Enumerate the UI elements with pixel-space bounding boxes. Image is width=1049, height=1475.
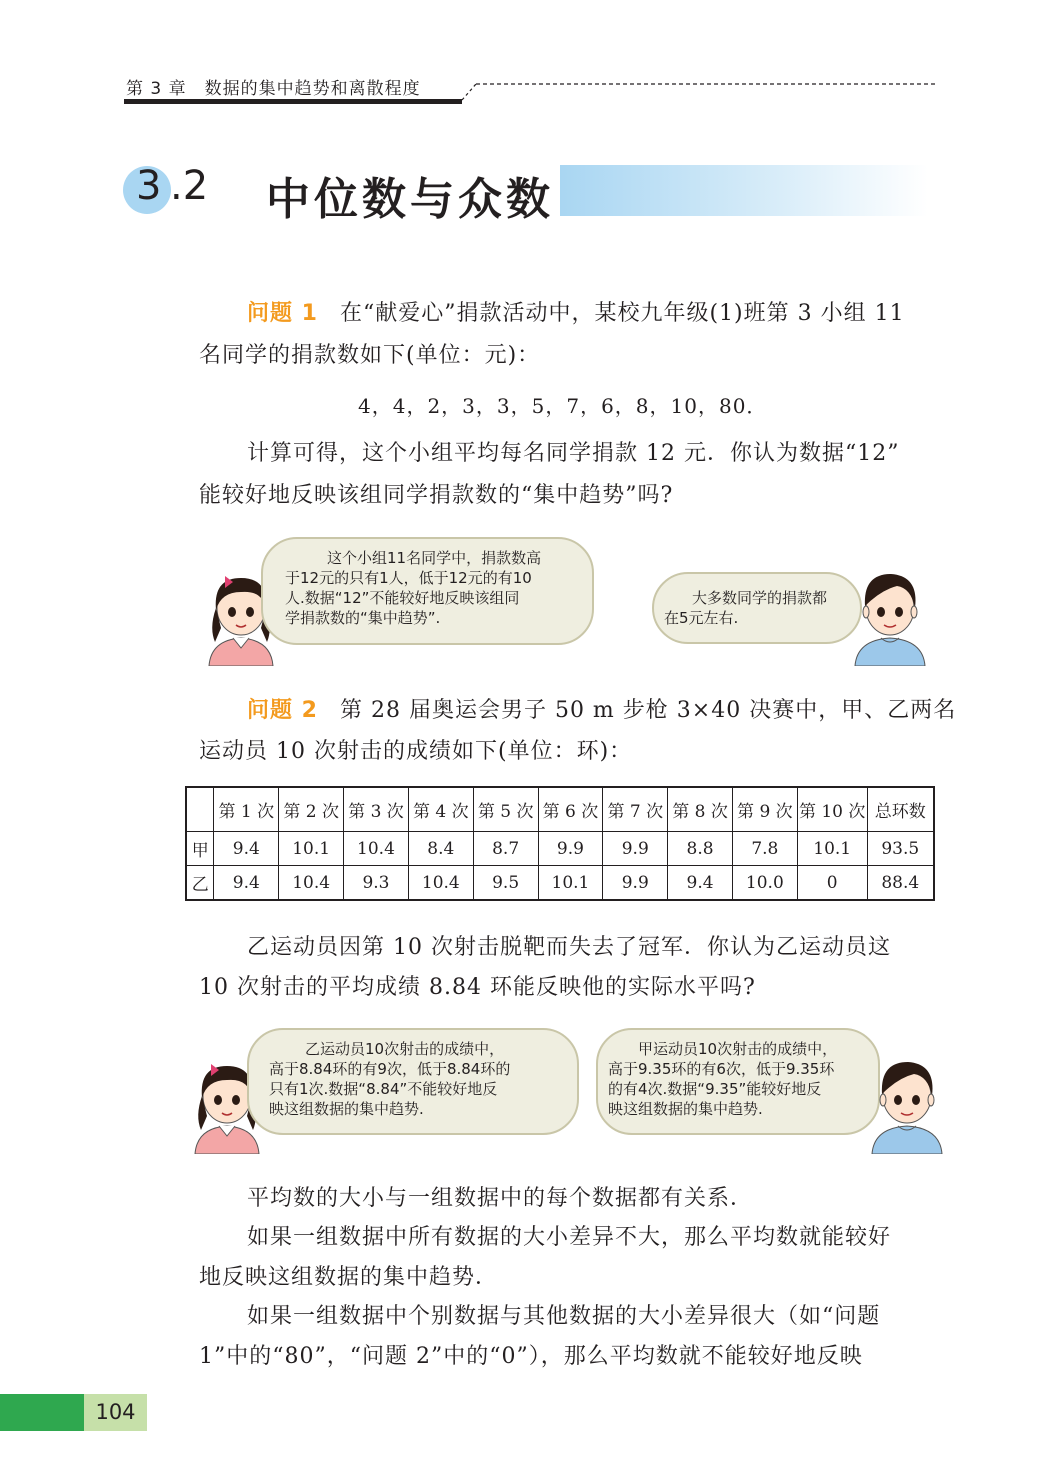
problem2-line1: 问题 2 第 28 届奥运会男子 50 m 步枪 3×40 决赛中，甲、乙两名 [247,698,957,723]
boy-illustration [851,568,929,666]
problem1-question-line1: 计算可得，这个小组平均每名同学捐款 12 元．你认为数据“12” [247,441,900,466]
chapter-header: 第 3 章 数据的集中趋势和离散程度 [126,79,421,99]
table-row-yi: 乙 9.4 10.4 9.3 10.4 9.5 10.1 9.9 9.4 10.0 0 88.4 [186,866,934,901]
section-title: 中位数与众数 [266,174,554,225]
conclusion-line5: 1”中的“80”，“问题 2”中的“0”），那么平均数就不能较好地反映 [199,1344,863,1369]
table-header-cell: 第 1 次 [214,787,279,832]
header-dashed-line [462,80,937,104]
table-header-cell: 第 4 次 [408,787,473,832]
table-header-cell: 第 2 次 [279,787,344,832]
page-number: 104 [84,1394,147,1431]
section-title-band [560,165,928,216]
table-header-cell: 第 10 次 [797,787,867,832]
conclusion-line2: 如果一组数据中所有数据的大小差异不大，那么平均数就能较好 [247,1225,892,1250]
table-header-cell: 第 7 次 [603,787,668,832]
after-table-line1: 乙运动员因第 10 次射击脱靶而失去了冠军．你认为乙运动员这 [247,935,891,960]
problem2-label: 问题 2 [247,698,318,723]
section-subnumber: .2 [170,163,209,209]
speech-bubble-girl-1: 这个小组11名同学中，捐款数高 于12元的只有1人，低于12元的有10 人.数据“12”不能较好地反映该组同 学捐款数的“集中趋势”. [261,537,594,645]
problem2-line2: 运动员 10 次射击的成绩如下(单位：环)： [199,739,633,764]
footer-green-bar [0,1394,84,1431]
row-label: 乙 [186,866,214,901]
table-header-cell: 第 6 次 [538,787,603,832]
problem1-line2: 名同学的捐款数如下(单位：元)： [199,343,541,368]
conclusion-line4: 如果一组数据中个别数据与其他数据的大小差异很大（如“问题 [247,1304,881,1329]
speech-bubble-boy-2: 甲运动员10次射击的成绩中， 高于9.35环的有6次，低于9.35环 的有4次.数据“9.35”能较好地反 映这组数据的集中趋势. [596,1028,880,1135]
table-header-cell: 第 8 次 [668,787,733,832]
table-header-row [186,787,934,832]
problem1-line1: 问题 1 在“献爱心”捐款活动中，某校九年级(1)班第 3 小组 11 [247,301,905,326]
section-number: 3 [136,163,162,209]
row-label: 甲 [186,832,214,866]
problem1-data: 4，4，2，3，3，5，7，6，8，10，80． [358,394,768,418]
speech-bubble-girl-2: 乙运动员10次射击的成绩中， 高于8.84环的有9次，低于8.84环的 只有1次.数据“8.84”不能较好地反 映这组数据的集中趋势. [247,1028,579,1135]
conclusion-line1: 平均数的大小与一组数据中的每个数据都有关系． [247,1186,754,1211]
table-header-cell: 第 3 次 [344,787,409,832]
after-table-line2: 10 次射击的平均成绩 8.84 环能反映他的实际水平吗? [199,975,756,1000]
table-row-jia: 甲 9.4 10.1 10.4 8.4 8.7 9.9 9.9 8.8 7.8 10.1 93.5 [186,832,934,866]
header-underline [124,99,462,104]
table-header-cell: 第 5 次 [473,787,538,832]
boy-illustration-2 [868,1056,946,1154]
conclusion-line3: 地反映这组数据的集中趋势． [199,1265,499,1290]
table-header-cell: 总环数 [867,787,934,832]
problem1-question-line2: 能较好地反映该组同学捐款数的“集中趋势”吗? [199,483,674,508]
table-header-cell: 第 9 次 [732,787,797,832]
scores-table [185,786,935,901]
problem1-label: 问题 1 [247,301,318,326]
speech-bubble-boy-1: 大多数同学的捐款都 在5元左右. [652,572,862,644]
